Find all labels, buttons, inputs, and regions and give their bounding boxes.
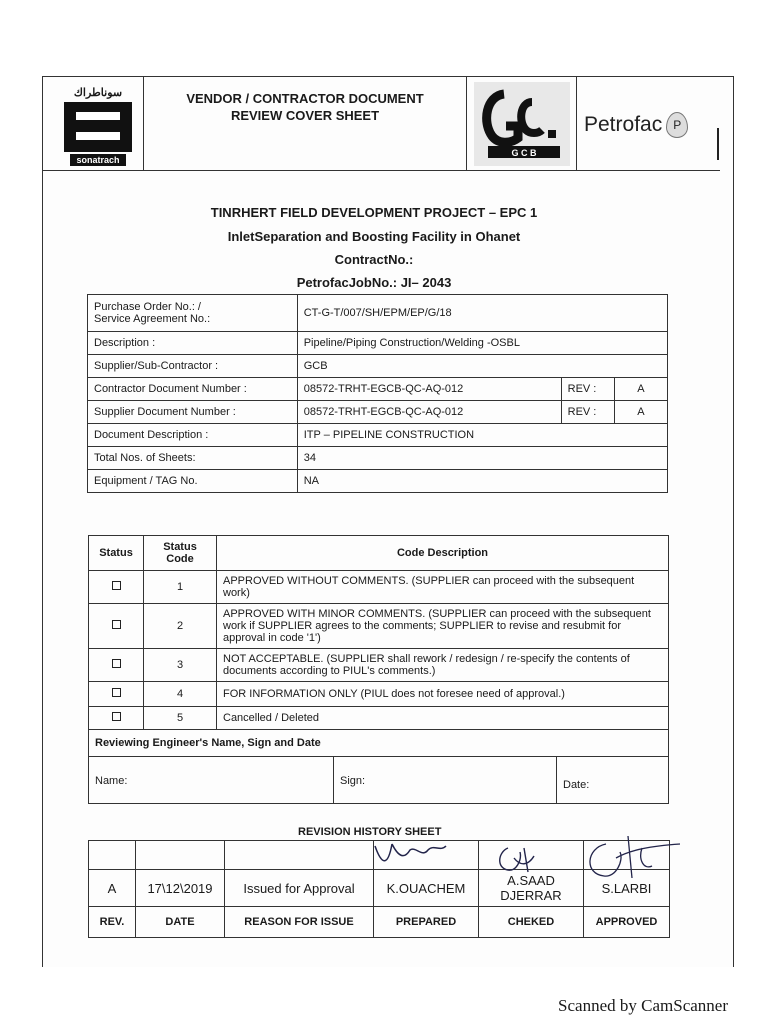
status-checkbox[interactable] — [112, 581, 121, 590]
supplier-label: Supplier/Sub-Contractor : — [88, 355, 298, 378]
table-row — [88, 401, 668, 424]
sig-cell — [225, 841, 374, 870]
petrofac-wordmark: Petrofac — [584, 113, 663, 136]
supplier-rev-label: REV : — [561, 401, 614, 424]
equipment-label: Equipment / TAG No. — [88, 470, 298, 493]
contractor-doc-label: Contractor Document Number : — [88, 378, 298, 401]
header-divider — [143, 76, 144, 170]
approved-header: APPROVED — [584, 907, 670, 938]
project-line-2: InletSeparation and Boosting Facility in Ohanet — [227, 229, 521, 244]
revision-label-row — [89, 907, 670, 938]
sig-cell — [89, 841, 136, 870]
reason-header: REASON FOR ISSUE — [225, 907, 374, 938]
status-description: Cancelled / Deleted — [217, 707, 669, 730]
status-header: Status — [89, 536, 144, 571]
revision-rev: A — [89, 870, 136, 907]
supplier-doc-label: Supplier Document Number : — [88, 401, 298, 424]
table-row — [88, 332, 668, 355]
contractor-doc-value: 08572-TRHT-EGCB-QC-AQ-012 — [297, 378, 561, 401]
gcb-logo — [474, 82, 570, 166]
code-description-header: Code Description — [217, 536, 669, 571]
supplier-doc-value: 08572-TRHT-EGCB-QC-AQ-012 — [297, 401, 561, 424]
sonatrach-wordmark: sonatrach — [70, 154, 125, 166]
table-row — [88, 447, 668, 470]
table-header-row — [89, 536, 669, 571]
sonatrach-arabic-text: سوناطراك — [73, 87, 123, 99]
header-divider — [466, 76, 467, 170]
status-description: APPROVED WITHOUT COMMENTS. (SUPPLIER can proceed with the subsequent work) — [217, 571, 669, 604]
revision-date: 17\12\2019 — [136, 870, 225, 907]
rev-header: REV. — [89, 907, 136, 938]
description-value: Pipeline/Piping Construction/Welding -OSBL — [297, 332, 667, 355]
status-description: NOT ACCEPTABLE. (SUPPLIER shall rework / redesign / re-specify the contents of documents according to PIUL's comments.) — [217, 649, 669, 682]
document-title — [150, 90, 460, 124]
checked-header: CHEKED — [479, 907, 584, 938]
status-code: 2 — [144, 604, 217, 649]
sonatrach-mark-icon — [64, 102, 132, 152]
sheets-label: Total Nos. of Sheets: — [88, 447, 298, 470]
supplier-value: GCB — [297, 355, 667, 378]
status-code: 3 — [144, 649, 217, 682]
scanner-watermark: Scanned by CamScanner — [558, 996, 728, 1015]
revision-reason: Issued for Approval — [225, 870, 374, 907]
description-label: Description : — [88, 332, 298, 355]
revision-checked-1: A.SAAD — [507, 873, 555, 888]
status-cell — [89, 571, 144, 604]
reviewer-fields — [89, 757, 669, 804]
edge-mark — [717, 128, 719, 160]
status-code: 1 — [144, 571, 217, 604]
table-row — [89, 707, 669, 730]
table-row — [88, 470, 668, 493]
table-row — [89, 604, 669, 649]
table-row — [89, 682, 669, 707]
reviewer-heading: Reviewing Engineer's Name, Sign and Date — [89, 730, 669, 757]
status-code: 4 — [144, 682, 217, 707]
status-checkbox[interactable] — [112, 688, 121, 697]
status-cell — [89, 707, 144, 730]
approved-signature-icon — [580, 830, 684, 882]
sonatrach-logo — [55, 86, 141, 168]
contractor-rev-label: REV : — [561, 378, 614, 401]
table-row — [88, 378, 668, 401]
gcb-logo-text: G C B — [511, 148, 537, 158]
sig-cell — [136, 841, 225, 870]
petrofac-logo — [584, 112, 688, 138]
table-row — [89, 571, 669, 604]
checked-signature-icon — [494, 842, 540, 876]
status-cell — [89, 604, 144, 649]
status-cell — [89, 682, 144, 707]
revision-history-title: REVISION HISTORY SHEET — [298, 826, 442, 838]
status-code-table — [88, 535, 669, 804]
reviewer-sign-field[interactable]: Sign: — [334, 757, 557, 803]
petrofac-drop-icon: P — [666, 112, 688, 138]
date-header: DATE — [136, 907, 225, 938]
prepared-signature-icon — [370, 836, 450, 870]
reviewer-date-field[interactable]: Date: — [563, 779, 590, 791]
contractor-rev-value: A — [614, 378, 667, 401]
header-divider — [576, 76, 577, 170]
project-line-3: ContractNo.: — [334, 252, 414, 267]
status-checkbox[interactable] — [112, 620, 121, 629]
status-code: 5 — [144, 707, 217, 730]
sheets-value: 34 — [297, 447, 667, 470]
status-description: APPROVED WITH MINOR COMMENTS. (SUPPLIER can proceed with the subsequent work if SUPPLIER agrees to the comments; SUPPLIER to revise and resubmit for approval in code '1') — [217, 604, 669, 649]
po-label-2: Service Agreement No.: — [94, 313, 211, 325]
po-label-cell — [88, 295, 298, 332]
revision-approved: S.LARBI — [584, 870, 670, 907]
status-description: FOR INFORMATION ONLY (PIUL does not foresee need of approval.) — [217, 682, 669, 707]
doc-desc-value: ITP – PIPELINE CONSTRUCTION — [297, 424, 667, 447]
title-line-1: VENDOR / CONTRACTOR DOCUMENT — [186, 91, 424, 106]
project-line-4: PetrofacJobNo.: JI– 2043 — [296, 275, 452, 290]
po-value: CT-G-T/007/SH/EPM/EP/G/18 — [297, 295, 667, 332]
reviewer-name-field[interactable]: Name: — [89, 757, 334, 803]
table-row — [89, 757, 669, 804]
status-checkbox[interactable] — [112, 712, 121, 721]
status-cell — [89, 649, 144, 682]
revision-checked-2: DJERRAR — [500, 888, 562, 903]
equipment-value: NA — [297, 470, 667, 493]
table-row — [89, 730, 669, 757]
reviewer-fields-row — [89, 757, 668, 803]
table-row — [88, 355, 668, 378]
status-code-header-1: Status — [163, 541, 197, 553]
table-row — [88, 295, 668, 332]
table-row — [89, 649, 669, 682]
project-line-1: TINRHERT FIELD DEVELOPMENT PROJECT – EPC 1 — [210, 205, 538, 220]
po-label-1: Purchase Order No.: / — [94, 301, 201, 313]
doc-desc-label: Document Description : — [88, 424, 298, 447]
table-row — [88, 424, 668, 447]
status-checkbox[interactable] — [112, 659, 121, 668]
title-line-2: REVIEW COVER SHEET — [230, 108, 380, 123]
supplier-rev-value: A — [614, 401, 667, 424]
status-code-header-2: Code — [166, 553, 194, 565]
revision-prepared: K.OUACHEM — [374, 870, 479, 907]
document-details-table — [87, 294, 668, 493]
prepared-header: PREPARED — [374, 907, 479, 938]
status-code-header — [144, 536, 217, 571]
